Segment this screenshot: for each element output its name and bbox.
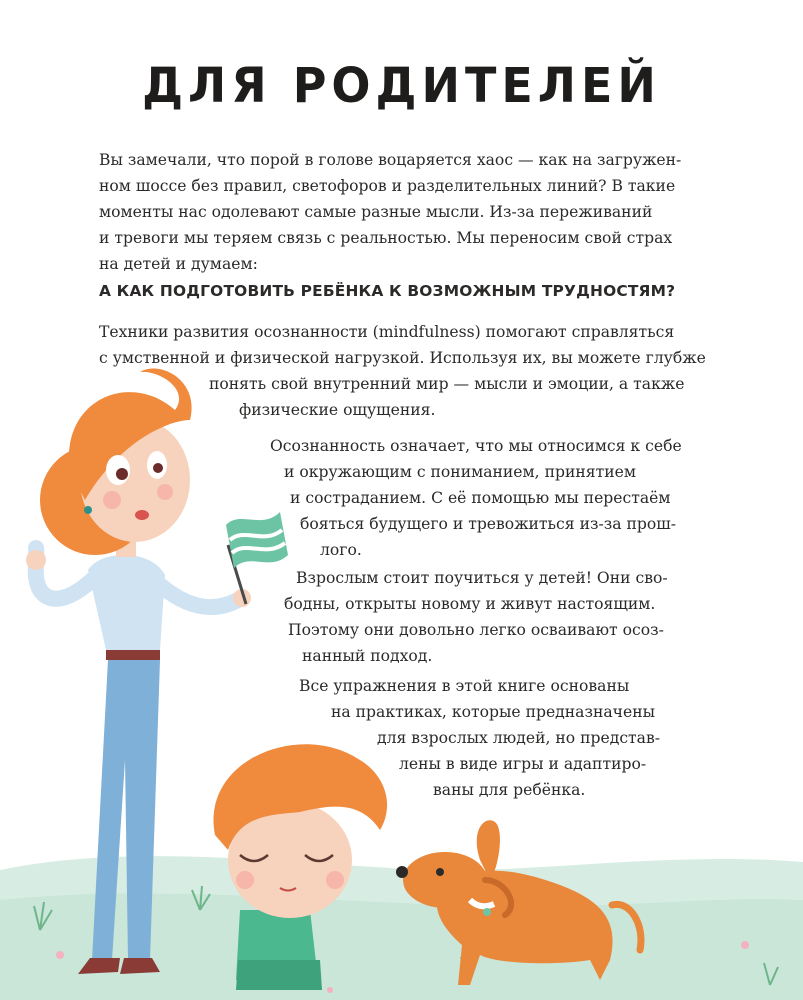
page-title: ДЛЯ РОДИТЕЛЕЙ: [142, 56, 661, 114]
mother-earring: [84, 506, 92, 514]
mindfulness-paragraph: [99, 319, 706, 423]
text-line: бояться будущего и тревожиться из-за прош-: [300, 515, 677, 533]
question-heading: А КАК ПОДГОТОВИТЬ РЕБЁНКА К ВОЗМОЖНЫМ ТРУДНОСТЯМ?: [99, 282, 676, 300]
text-line: ваны для ребёнка.: [433, 781, 586, 799]
mother-arm-right: [160, 585, 238, 607]
text-line: Взрослым стоит поучиться у детей! Они сво-: [296, 569, 668, 587]
adults-paragraph: [284, 565, 684, 669]
text-line: и состраданием. С её помощью мы перестаём: [290, 489, 671, 507]
intro-paragraph: [99, 147, 682, 277]
awareness-paragraph: [270, 433, 682, 563]
mother-lips: [135, 510, 149, 520]
text-line: лого.: [320, 541, 362, 559]
text-line: и тревоги мы теряем связь с реальностью. Мы переносим свой страх: [99, 229, 673, 247]
text-line: с умственной и физической нагрузкой. Используя их, вы можете глубже: [99, 349, 706, 367]
mother-hand-left: [26, 550, 46, 570]
grass-shade: [0, 894, 803, 1000]
exercises-paragraph: [299, 673, 699, 803]
text-line: ном шоссе без правил, светофоров и разделительных линий? В такие: [99, 177, 676, 195]
text-line: на детей и думаем:: [99, 255, 258, 273]
text-line: нанный подход.: [302, 647, 433, 665]
text-line: лены в виде игры и адаптиро-: [399, 755, 647, 773]
text-line: бодны, открыты новому и живут настоящим.: [284, 595, 656, 613]
text-line: Вы замечали, что порой в голове воцаряется хаос — как на загружен-: [99, 151, 682, 169]
text-line: понять свой внутренний мир — мысли и эмоции, а также: [209, 375, 685, 393]
mother-shirt: [88, 555, 165, 650]
text-line: физические ощущения.: [239, 401, 436, 419]
dog-nose: [396, 866, 408, 878]
text-line: Поэтому они довольно легко осваивают осоз-: [288, 621, 664, 639]
dog-head: [403, 852, 487, 908]
text-line: Все упражнения в этой книге основаны: [299, 677, 630, 695]
text-line: и окружающим с пониманием, принятием: [284, 463, 636, 481]
text-line: Осознанность означает, что мы относимся к себе: [270, 437, 682, 455]
text-line: на практиках, которые предназначены: [331, 703, 655, 721]
dog-eye: [436, 868, 444, 876]
text-line: Техники развития осознанности (mindfulness) помогают справляться: [99, 323, 675, 341]
text-line: для взрослых людей, но представ-: [377, 729, 661, 747]
text-line: моменты нас одолевают самые разные мысли. Из-за переживаний: [99, 203, 653, 221]
